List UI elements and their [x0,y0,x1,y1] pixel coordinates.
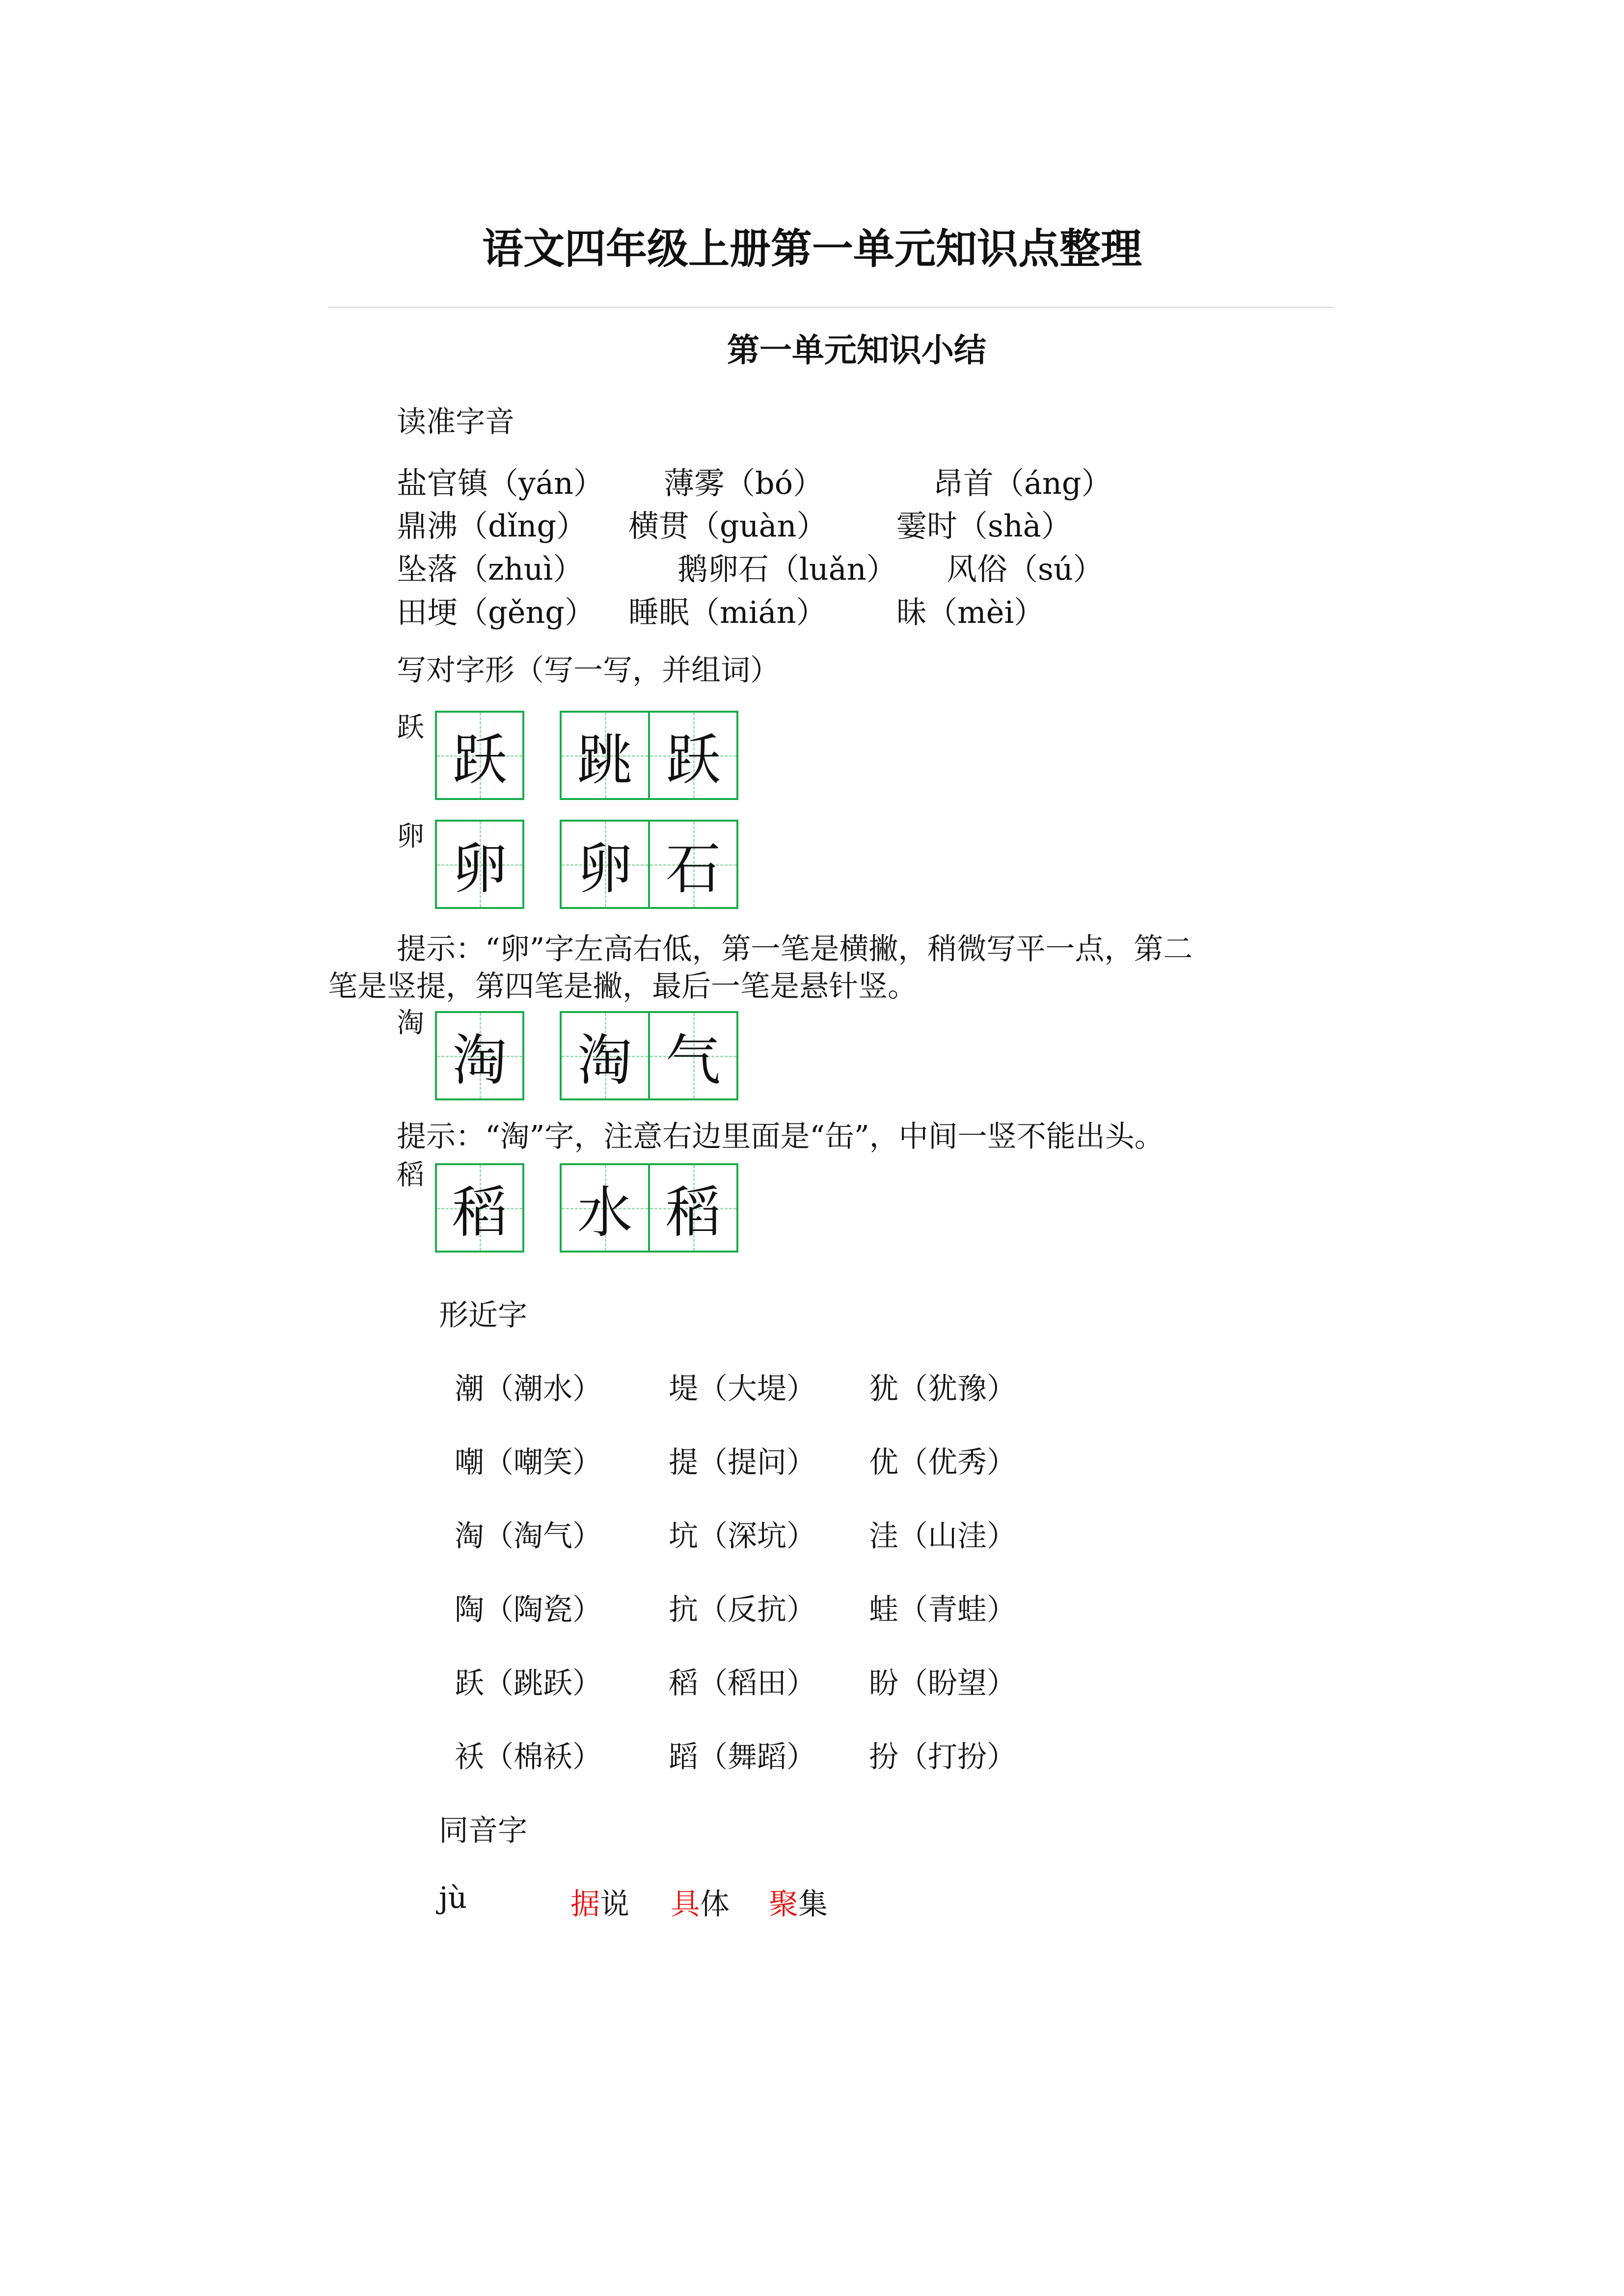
writing-char-label: 稻 [397,1159,424,1191]
pinyin-item: 风俗（sú） [947,551,1104,587]
similar-item: 嘲（嘲笑） [455,1445,602,1480]
similar-item: 扮（打扮） [869,1740,1016,1774]
grid-character: 稻 [666,1180,721,1245]
pinyin-item: 鼎沸（dǐng） [397,508,587,544]
similar-heading: 形近字 [439,1298,527,1333]
homophones-heading: 同音字 [439,1814,527,1848]
similar-item: 潮（潮水） [455,1372,602,1406]
tianzige-box [435,1163,524,1253]
tianzige-box [560,820,649,909]
grid-character: 卵 [577,837,632,901]
homophone-rest: 集 [798,1887,828,1922]
grid-character: 淘 [452,1028,507,1093]
similar-item: 坑（深坑） [669,1519,816,1553]
writing-char-label: 卵 [397,821,424,853]
writing-hint: 提示：“卵”字左高右低，第一笔是横撇，稍微写平一点，第二 [397,932,1193,966]
homophone-word [570,1881,629,1923]
pronunciation-heading: 读准字音 [397,405,514,439]
similar-item: 跃（跳跃） [455,1666,602,1701]
writing-char-label: 跃 [397,712,424,744]
similar-item: 蹈（舞蹈） [669,1740,816,1774]
similar-item: 陶（陶瓷） [455,1593,602,1627]
grid-character: 卵 [452,837,507,901]
pinyin-item: 睡眠（mián） [628,594,827,630]
homophone-rest: 说 [600,1887,629,1922]
writing-char-label: 淘 [397,1007,424,1039]
tianzige-box [649,820,738,909]
divider-line [328,307,1334,308]
section-subtitle: 第一单元知识小结 [727,331,986,369]
similar-item: 抗（反抗） [669,1593,816,1627]
similar-item: 蛙（青蛙） [869,1593,1016,1627]
grid-character: 石 [666,837,721,901]
grid-character: 跳 [577,728,632,792]
pinyin-item: 坠落（zhuì） [397,551,584,587]
tianzige-box [435,1011,524,1100]
similar-item: 提（提问） [669,1445,816,1480]
tianzige-box [649,711,738,800]
tianzige-box [560,1011,649,1100]
tianzige-box [560,711,649,800]
grid-character: 气 [666,1028,721,1093]
homophone-rest: 体 [700,1887,730,1922]
grid-character: 跃 [452,728,507,792]
writing-heading: 写对字形（写一写，并组词） [397,653,780,688]
homophone-word [671,1881,730,1923]
similar-item: 袄（棉袄） [455,1740,602,1774]
pinyin-item: 横贯（guàn） [628,508,827,544]
similar-item: 优（优秀） [869,1445,1016,1480]
pinyin-item: 昂首（áng） [933,465,1112,501]
pinyin-item: 田埂（gěng） [397,594,595,630]
homophone-highlight: 据 [570,1887,600,1922]
grid-character: 淘 [577,1028,632,1093]
similar-item: 盼（盼望） [869,1666,1016,1701]
similar-item: 堤（大堤） [669,1372,816,1406]
pinyin-item: 霎时（shà） [896,508,1072,544]
similar-item: 稻（稻田） [669,1666,816,1701]
tianzige-box [435,711,524,800]
pinyin-item: 昧（mèi） [896,594,1045,630]
grid-character: 水 [577,1180,632,1245]
similar-item: 犹（犹豫） [869,1372,1016,1406]
pinyin-item: 盐官镇（yán） [397,465,604,501]
homophone-word [769,1881,828,1923]
pinyin-item: 薄雾（bó） [664,465,824,501]
grid-character: 稻 [452,1180,507,1245]
homophone-pinyin: jù [439,1881,467,1915]
tianzige-box [435,820,524,909]
similar-item: 洼（山洼） [869,1519,1016,1553]
homophone-highlight: 具 [671,1887,700,1922]
tianzige-box [560,1163,649,1253]
writing-hint: 笔是竖提，第四笔是撇，最后一笔是悬针竖。 [328,969,917,1004]
pinyin-item: 鹅卵石（luǎn） [677,551,897,587]
tianzige-box [649,1011,738,1100]
similar-item: 淘（淘气） [455,1519,602,1553]
tianzige-box [649,1163,738,1253]
grid-character: 跃 [666,728,721,792]
homophone-highlight: 聚 [769,1887,798,1922]
writing-hint: 提示：“淘”字，注意右边里面是“缶”，中间一竖不能出头。 [397,1120,1164,1154]
page-title: 语文四年级上册第一单元知识点整理 [482,225,1142,273]
